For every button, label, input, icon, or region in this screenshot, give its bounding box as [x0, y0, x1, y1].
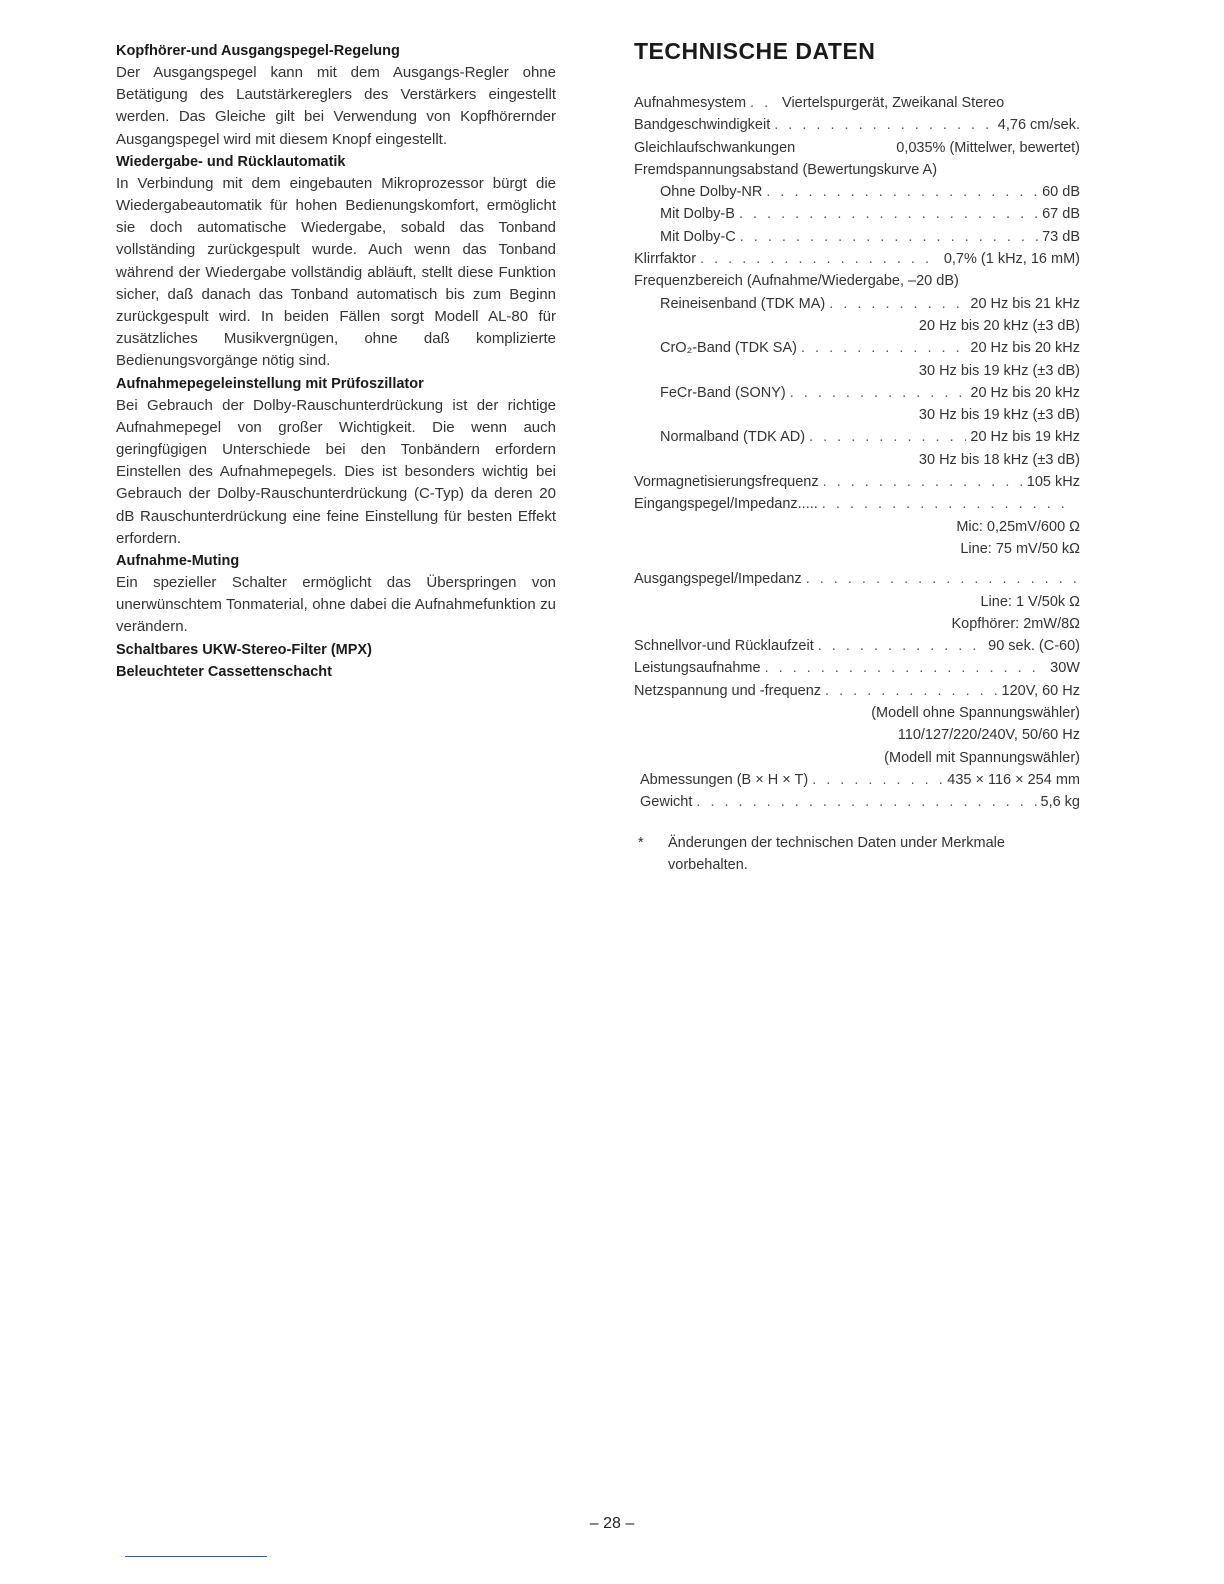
footnote-star: *	[638, 834, 644, 851]
text-muting: Ein spezieller Schalter ermöglicht das Überspringen von unerwünschtem Tonmaterial, ohne dabei die Aufnahmefunktion zu verändern.	[116, 574, 556, 636]
spec-row: Reineisenband (TDK MA) . . . 20 Hz bis 21 kHz	[634, 293, 1080, 315]
spec-row: Vormagnetisierungsfrequenz . . . 105 kHz	[634, 471, 1080, 493]
spec-row: FeCr-Band (SONY) . . . 20 Hz bis 20 kHz	[634, 382, 1080, 404]
spec-row: Bandgeschwindigkeit . . . 4,76 cm/sek.	[634, 114, 1080, 136]
heading-ukw-filter: Schaltbares UKW-Stereo-Filter (MPX)	[116, 641, 372, 658]
spec-value: (Modell ohne Spannungswähler)	[871, 705, 1080, 722]
heading-muting: Aufnahme-Muting	[116, 553, 240, 570]
spec-value: Line: 75 mV/50 kΩ	[960, 540, 1080, 557]
text-kopfhoerer: Der Ausgangspegel kann mit dem Ausgangs-Regler ohne Betätigung des Lautstärkereglers des Verstärkers eingestellt werden. Das Gleiche gilt bei Verwendung von Kopfhörernder Ausgangspegel wird mit diesem Knopf eingestellt.	[116, 64, 556, 148]
text-aufnahmepegel: Bei Gebrauch der Dolby-Rauschunterdrückung ist der richtige Aufnahmepegel von großer Wichtigkeit. Die wenn auch geringfügigen Unterschiede bei den Tonbändern erfordern Einstellen des Aufnahmepegels. Dies ist besonders wichtig bei Gebrauch der Dolby-Rauschunterdrückung (C-Typ) da deren 20 dB Rauschunterdrückung eine feine Einstellung für besten Effekt erfordern.	[116, 396, 556, 547]
spec-value: 20 Hz bis 20 kHz (±3 dB)	[918, 317, 1080, 334]
spec-row: Leistungsaufnahme . . . 30W	[634, 657, 1080, 679]
spec-row: Gewicht . . . 5,6 kg	[634, 791, 1080, 813]
specs-column	[634, 36, 1080, 876]
text-wiedergabe: In Verbindung mit dem eingebauten Mikroprozessor bürgt die Wiedergabeautomatik für hohen Bedienungskomfort, ermöglicht sie doch automatische Wiedergabe, sobald das Tonband vollständing zurückgespult wurde. Auch wenn das Tonband während der Wiedergabe vollständig abläuft, stellt diese Funktion sicher, daß danach das Tonband automatisch bis zum Beginn zurückgespult wird. In beiden Fällen sorgt Modell AL-80 für zusätzliches Musikvergnügen, ohne daß komplizierte Bedienungsvorgänge nötig sind.	[116, 174, 556, 370]
features-column	[116, 40, 556, 683]
spec-row: Ohne Dolby-NR . . . 60 dB	[634, 181, 1080, 203]
spec-value: Mic: 0,25mV/600 Ω	[956, 518, 1080, 535]
spec-value: 30 Hz bis 19 kHz (±3 dB)	[918, 362, 1080, 379]
spec-header: Frequenzbereich (Aufnahme/Wiedergabe, –20 dB)	[634, 273, 959, 290]
heading-wiedergabe: Wiedergabe- und Rücklautomatik	[116, 153, 346, 170]
spec-row: Eingangspegel/Impedanz..... . . .	[634, 493, 1080, 515]
spec-row: Normalband (TDK AD) . . . 20 Hz bis 19 kHz	[634, 426, 1080, 448]
spec-row: Abmessungen (B × H × T) . . . 435 × 116 × 254 mm	[634, 769, 1080, 791]
page-number: – 28 –	[589, 1515, 635, 1532]
spec-value: 110/127/220/240V, 50/60 Hz	[897, 727, 1080, 744]
spec-header: Fremdspannungsabstand (Bewertungskurve A)	[634, 161, 938, 178]
spec-row: Aufnahmesystem . . . Viertelspurgerät, Zweikanal Stereo	[634, 92, 1080, 114]
spec-row: Schnellvor-und Rücklaufzeit . . . 90 sek. (C-60)	[634, 635, 1080, 657]
spec-row: Mit Dolby-B . . . 67 dB	[634, 203, 1080, 225]
spec-row: CrO₂-Band (TDK SA) . . . 20 Hz bis 20 kHz	[634, 337, 1080, 359]
footer-rule	[125, 1556, 267, 1557]
spec-value: 30 Hz bis 19 kHz (±3 dB)	[918, 407, 1080, 424]
heading-cassettenschacht: Beleuchteter Cassettenschacht	[116, 663, 332, 680]
spec-row: Klirrfaktor . . . 0,7% (1 kHz, 16 mM)	[634, 248, 1080, 270]
spec-row: Netzspannung und -frequenz . . . 120V, 60 Hz	[634, 680, 1080, 702]
page-title: TECHNISCHE DATEN	[634, 38, 876, 64]
spec-row: Mit Dolby-C . . . 73 dB	[634, 226, 1080, 248]
footnote	[634, 832, 1080, 876]
footnote-text: Änderungen der technischen Daten under Merkmale vorbehalten.	[668, 834, 1005, 873]
spec-value: (Modell mit Spannungswähler)	[884, 749, 1080, 766]
heading-aufnahmepegel: Aufnahmepegeleinstellung mit Prüfoszillator	[116, 375, 424, 392]
spec-row: Gleichlaufschwankungen 0,035% (Mittelwer, bewertet)	[634, 139, 1080, 156]
spec-row: Ausgangspegel/Impedanz . . .	[634, 568, 1080, 590]
spec-list	[634, 92, 1080, 876]
spec-value: Kopfhörer: 2mW/8Ω	[951, 615, 1080, 632]
spec-value: 30 Hz bis 18 kHz (±3 dB)	[918, 451, 1080, 468]
spec-value: Line: 1 V/50k Ω	[980, 593, 1080, 610]
heading-kopfhoerer: Kopfhörer-und Ausgangspegel-Regelung	[116, 43, 400, 59]
